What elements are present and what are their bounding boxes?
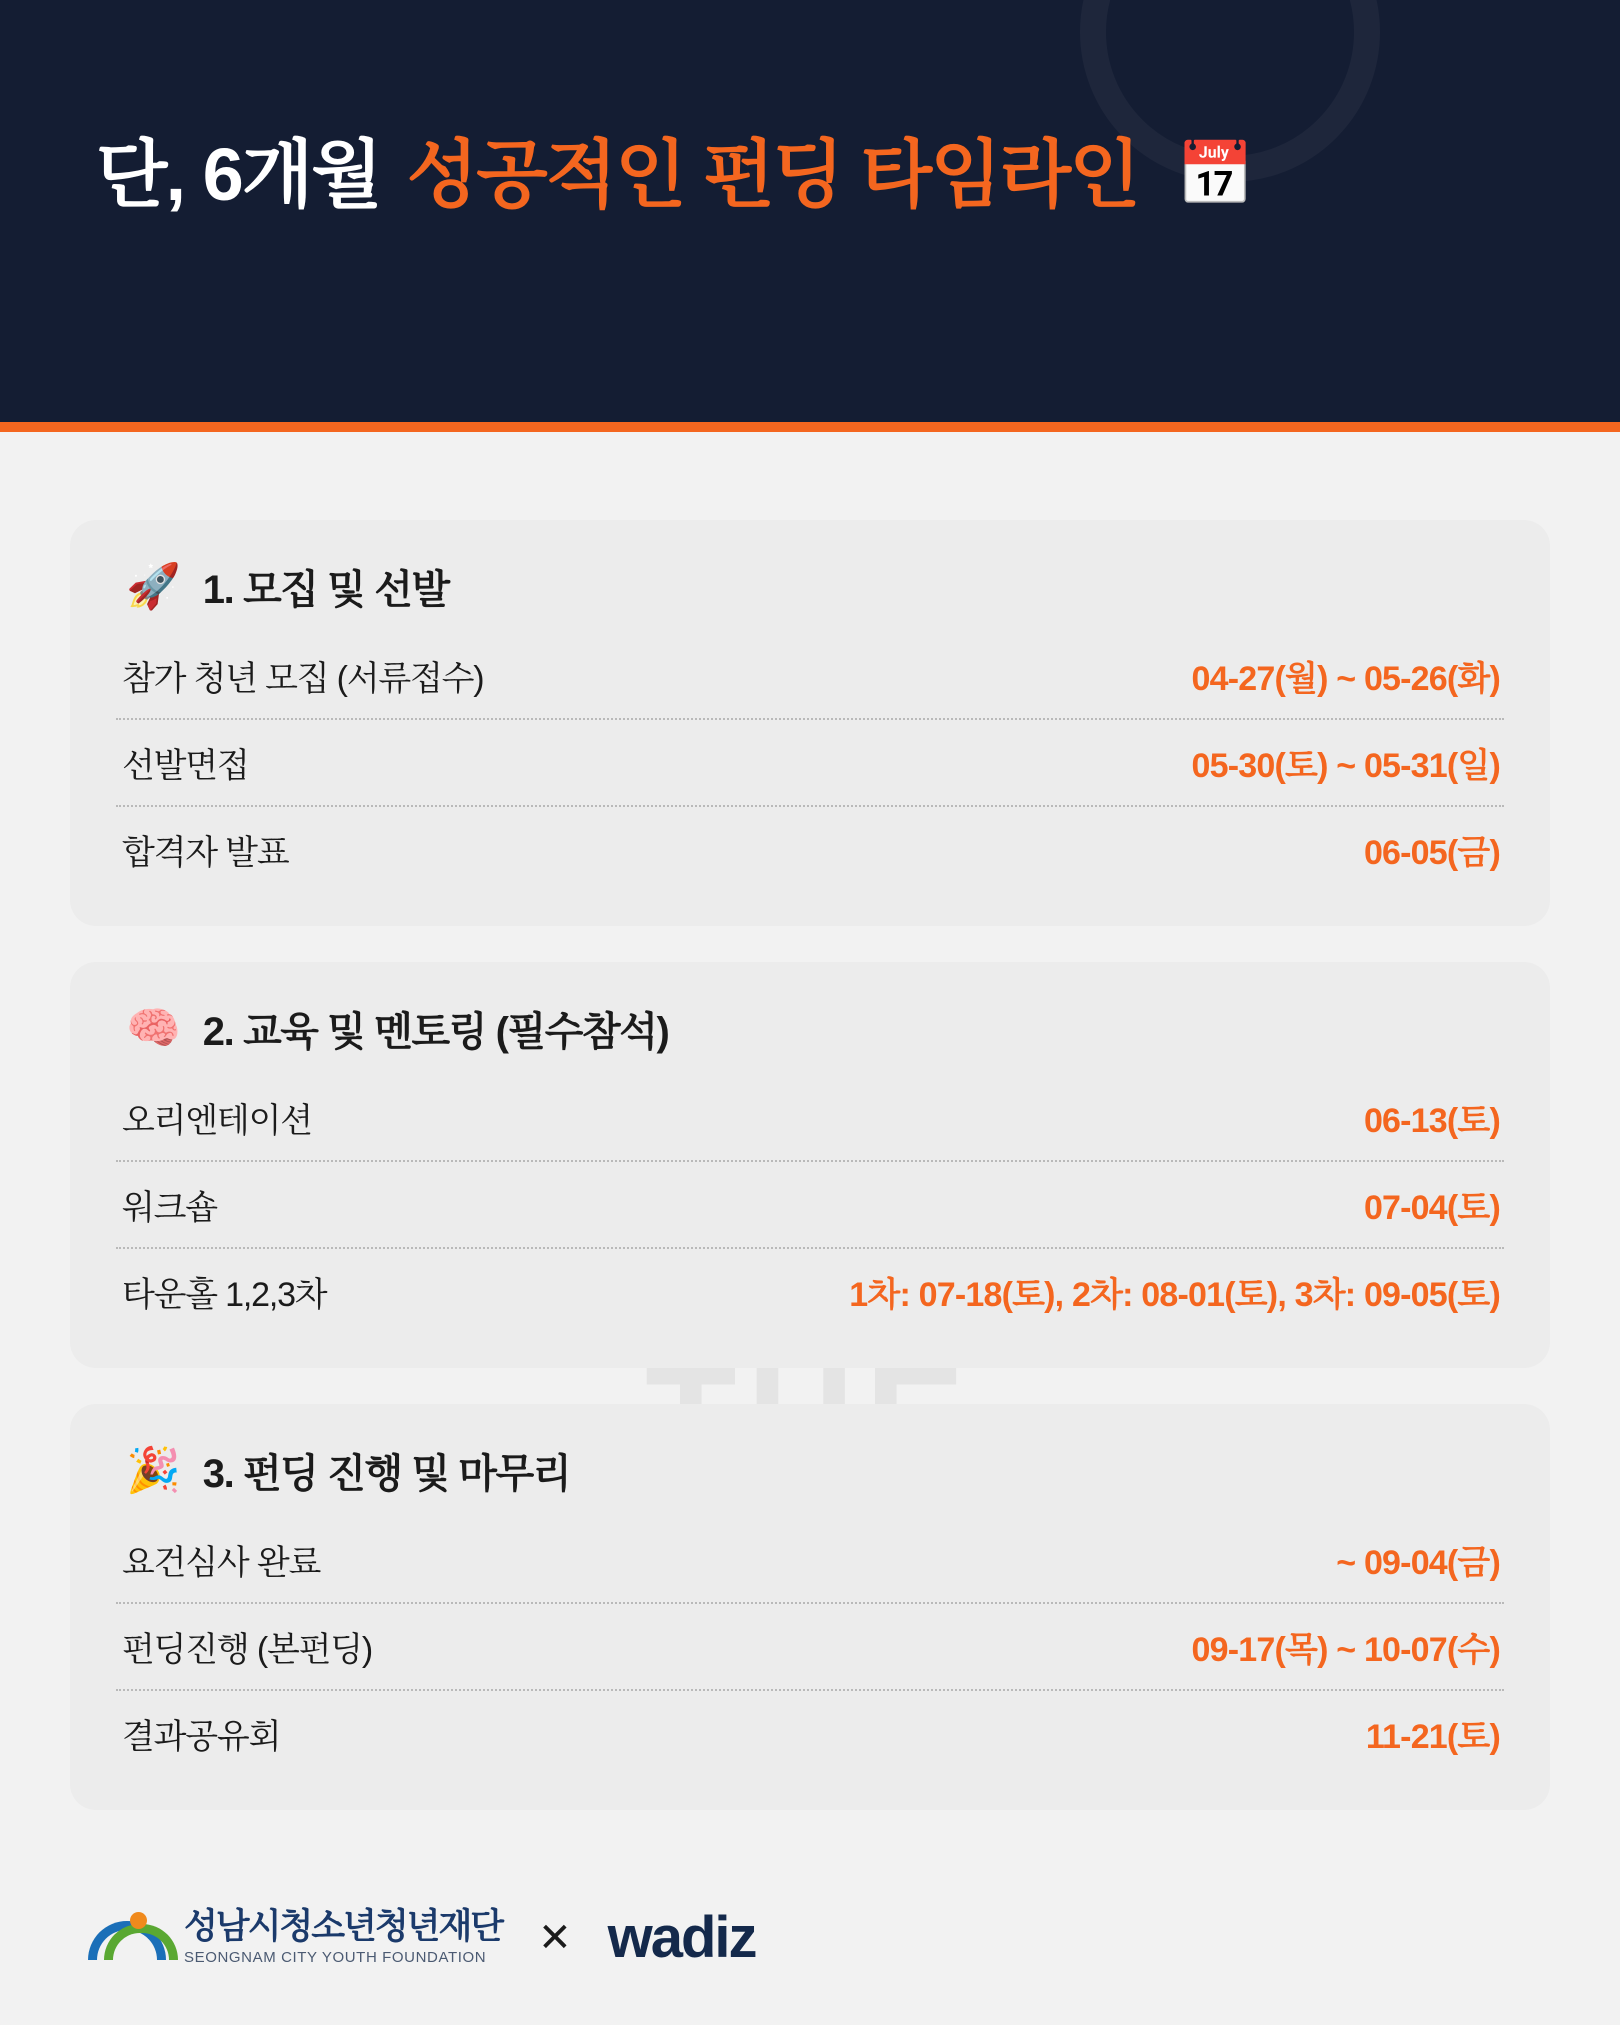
row-label: 워크숍	[122, 1189, 217, 1227]
foundation-logo-text	[184, 1909, 502, 1966]
row-date: 06-05(금)	[1363, 834, 1500, 872]
timeline-row	[116, 1517, 1504, 1604]
header-accent-rule	[0, 422, 1620, 432]
timeline-section	[70, 962, 1550, 1368]
footer-logos	[0, 1904, 1620, 1971]
section-header	[116, 994, 1504, 1075]
page-title-plain: 단, 6개월	[96, 133, 381, 216]
timeline-section	[70, 520, 1550, 926]
section-header	[116, 1436, 1504, 1517]
header-title-group	[96, 133, 1254, 216]
foundation-logo	[86, 1909, 502, 1966]
timeline-section	[70, 1404, 1550, 1810]
timeline-row	[116, 807, 1504, 892]
party-popper-icon: 🎉	[126, 1445, 181, 1495]
timeline-row	[116, 1249, 1504, 1334]
section-title: 2. 교육 및 멘토링 (필수참석)	[202, 1010, 669, 1054]
row-label: 오리엔테이션	[122, 1102, 312, 1140]
timeline-row	[116, 720, 1504, 807]
row-date: ~ 09-04(금)	[1336, 1544, 1500, 1582]
row-label: 합격자 발표	[122, 834, 289, 872]
timeline-row	[116, 1162, 1504, 1249]
timeline-row	[116, 1604, 1504, 1691]
row-label: 요건심사 완료	[122, 1544, 321, 1582]
row-date: 07-04(토)	[1363, 1189, 1500, 1227]
section-title: 1. 모집 및 선발	[202, 568, 449, 612]
timeline-row	[116, 633, 1504, 720]
foundation-name-ko: 성남시청소년청년재단	[184, 1907, 503, 1947]
brain-icon: 🧠	[126, 1003, 181, 1053]
multiply-icon: ✕	[538, 1915, 572, 1960]
row-date: 11-21(토)	[1365, 1718, 1500, 1756]
row-label: 참가 청년 모집 (서류접수)	[122, 660, 484, 698]
foundation-logo-icon	[86, 1910, 170, 1966]
page-header	[0, 0, 1620, 432]
row-date: 06-13(토)	[1363, 1102, 1500, 1140]
row-label: 펀딩진행 (본펀딩)	[122, 1631, 372, 1669]
row-date: 05-30(토) ~ 05-31(일)	[1191, 747, 1500, 785]
rocket-icon: 🚀	[126, 561, 181, 611]
section-header	[116, 552, 1504, 633]
row-date: 04-27(월) ~ 05-26(화)	[1191, 660, 1500, 698]
section-title: 3. 펀딩 진행 및 마무리	[202, 1452, 571, 1496]
row-label: 선발면접	[122, 747, 249, 785]
row-label: 결과공유회	[122, 1718, 281, 1756]
timeline-sections	[0, 432, 1620, 1810]
partner-logo: wadiz	[607, 1905, 756, 1970]
row-date: 1차: 07-18(토), 2차: 08-01(토), 3차: 09-05(토)	[849, 1276, 1500, 1314]
row-date: 09-17(목) ~ 10-07(수)	[1191, 1631, 1500, 1669]
foundation-name-en: SEONGNAM CITY YOUTH FOUNDATION	[184, 1949, 487, 1966]
calendar-icon: 📅	[1176, 140, 1254, 209]
page-title-accent: 성공적인 펀딩 타임라인	[406, 133, 1139, 216]
timeline-row	[116, 1691, 1504, 1776]
timeline-row	[116, 1075, 1504, 1162]
row-label: 타운홀 1,2,3차	[122, 1276, 327, 1314]
